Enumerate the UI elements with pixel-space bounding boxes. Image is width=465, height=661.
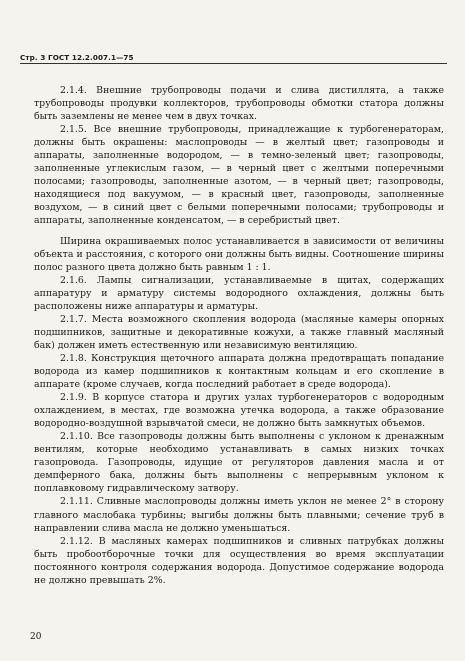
paragraph-2-1-9: 2.1.9. В корпусе статора и других узлах турбогенераторов с водородным охлаждением, в местах, где возможна утечка водорода, а также образование водородно-воздушной взрывчатой смеси, не должно быть замкнутых объемов.: [34, 392, 444, 430]
paragraph-2-1-5: 2.1.5. Все внешние трубопроводы, принадлежащие к турбогенераторам, должны быть окрашены: маслопроводы — в желтый цвет; газопроводы и аппараты, заполненные водородом, — в темно-зеленый цвет; газопроводы, заполненные углекислым газом, — в черный цвет с желтыми поперечными полосами; газопроводы, заполненные азотом, — в черный цвет; газопроводы, находящиеся под вакуумом, — в красный цвет, газопроводы, заполненные воздухом, — в синий цвет с белыми поперечными полосами; трубопроводы и аппараты, заполненные конденсатом, — в серебристый цвет.: [34, 124, 444, 227]
paragraph-2-1-8: 2.1.8. Конструкция щеточного аппарата должна предотвращать попадание водорода из камер подшипников к контактным кольцам и его скопление в аппарате (кроме случаев, когда последний работает в среде водорода).: [34, 352, 444, 391]
header-rule: [20, 63, 447, 64]
paragraph-stripe-width: Ширина окрашиваемых полос устанавливается в зависимости от величины объекта и расстояния, с которого они должны быть видны. Соотношение ширины полос разного цвета должно быть равным 1 : 1.: [34, 235, 444, 273]
paragraph-2-1-11: 2.1.11. Сливные маслопроводы должны иметь уклон не менее 2° в сторону главного маслобака турбины; выгибы должны быть плавными; сечение труб в направлении слива масла не должно уменьшаться.: [34, 496, 444, 534]
paragraph-2-1-10: 2.1.10. Все газопроводы должны быть выполнены с уклоном к дренажным вентилям, которые необходимо устанавливать в самых низких точках газопровода. Газопроводы, идущие от регуляторов давления масла и от демпферного бака, должны быть выполнены с непрерывным уклоном к поплавковому гидравлическому затвору.: [34, 431, 444, 495]
paragraph-2-1-6: 2.1.6. Лампы сигнализации, устанавливаемые в щитах, содержащих аппаратуру и арматуру системы водородного охлаждения, должны быть расположены ниже аппаратуры и арматуры.: [34, 274, 444, 312]
page-number: 20: [30, 632, 42, 642]
paragraph-2-1-12: 2.1.12. В масляных камерах подшипников и сливных патрубках должны быть пробоотборочные точки для осуществления во время эксплуатации постоянного контроля содержания водорода. Допустимое содержание водорода не должно превышать 2%.: [34, 535, 444, 586]
paragraph-2-1-4: 2.1.4. Внешние трубопроводы подачи и слива дистиллята, а также трубопроводы продувки коллекторов, трубопроводы обмотки статора должны быть заземлены не менее чем в двух точках.: [34, 85, 444, 123]
paragraph-2-1-7: 2.1.7. Места возможного скопления водорода (масляные камеры опорных подшипников, защитные и декоративные кожухи, а также главный масляный бак) должен иметь естественную или независимую вентиляцию.: [34, 313, 444, 351]
document-body: [34, 84, 444, 587]
page-header: Стр. 3 ГОСТ 12.2.007.1—75: [20, 53, 134, 62]
